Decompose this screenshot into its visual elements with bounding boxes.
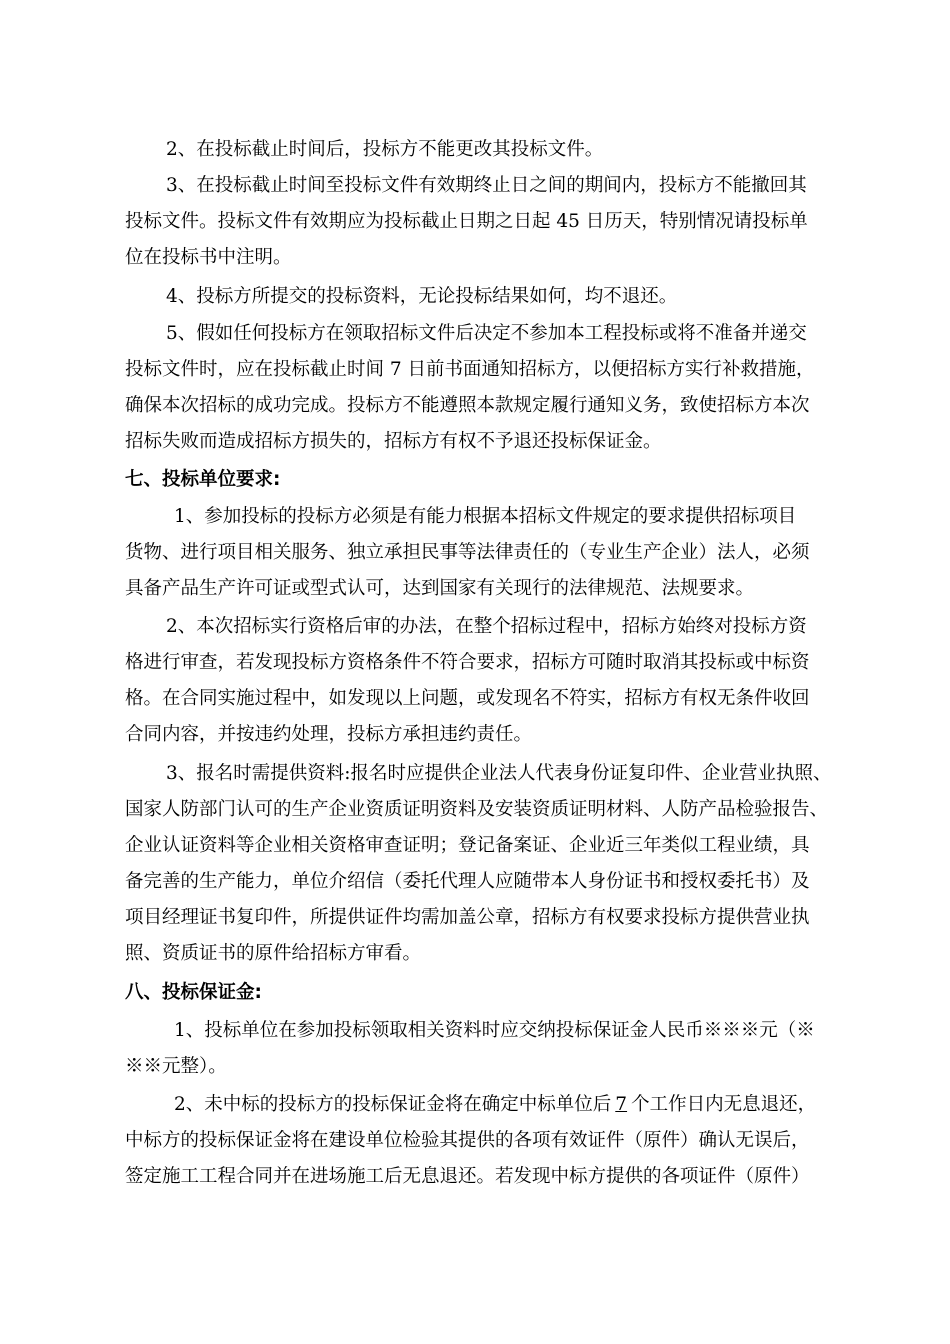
paragraph-line: ※※元整）。 bbox=[125, 1056, 227, 1077]
paragraph-line: 投标文件时，应在投标截止时间 7 日前书面通知招标方，以便招标方实行补救措施， bbox=[125, 359, 815, 380]
paragraph-line: 货物、进行项目相关服务、独立承担民事等法律责任的（专业生产企业）法人，必须 bbox=[125, 542, 810, 563]
paragraph-line: 项目经理证书复印件，所提供证件均需加盖公章，招标方有权要求投标方提供营业执 bbox=[125, 907, 810, 928]
paragraph-line: 招标失败而造成招标方损失的，招标方有权不予退还投标保证金。 bbox=[125, 431, 662, 452]
paragraph-line: 4、投标方所提交的投标资料，无论投标结果如何，均不退还。 bbox=[166, 286, 678, 307]
paragraph-line: 格进行审查，若发现投标方资格条件不符合要求，招标方可随时取消其投标或中标资 bbox=[125, 652, 810, 673]
text-segment: 个工作日内无息退还， bbox=[631, 1094, 817, 1115]
paragraph-line: 2、本次招标实行资格后审的办法，在整个招标过程中，招标方始终对投标方资 bbox=[166, 616, 807, 637]
section-heading: 八、投标保证金: bbox=[125, 982, 262, 1003]
paragraph-line: 5、假如任何投标方在领取招标文件后决定不参加本工程投标或将不准备并递交 bbox=[166, 323, 807, 344]
paragraph-line: 3、在投标截止时间至投标文件有效期终止日之间的期间内，投标方不能撤回其 bbox=[166, 175, 807, 196]
paragraph-line: 企业认证资料等企业相关资格审查证明；登记备案证、企业近三年类似工程业绩，具 bbox=[125, 835, 810, 856]
paragraph-line: 中标方的投标保证金将在建设单位检验其提供的各项有效证件（原件）确认无误后， bbox=[125, 1130, 810, 1151]
paragraph-line: 国家人防部门认可的生产企业资质证明资料及安装资质证明材料、人防产品检验报告、 bbox=[125, 799, 829, 820]
paragraph-line: 合同内容，并按违约处理，投标方承担违约责任。 bbox=[125, 724, 533, 745]
section-heading: 七、投标单位要求: bbox=[125, 469, 281, 490]
text-segment: 2、未中标的投标方的投标保证金将在确定中标单位后 bbox=[174, 1094, 612, 1115]
paragraph-line bbox=[174, 1087, 894, 1123]
paragraph-line: 签定施工工程合同并在进场施工后无息退还。若发现中标方提供的各项证件（原件） bbox=[125, 1166, 810, 1187]
paragraph-line: 投标文件。投标文件有效期应为投标截止日期之日起 45 日历天，特别情况请投标单 bbox=[125, 211, 808, 232]
paragraph-line: 位在投标书中注明。 bbox=[125, 247, 292, 268]
paragraph-line: 具备产品生产许可证或型式认可，达到国家有关现行的法律规范、法规要求。 bbox=[125, 578, 755, 599]
paragraph-line: 1、参加投标的投标方必须是有能力根据本招标文件规定的要求提供招标项目 bbox=[174, 506, 797, 527]
underlined-number: 7 bbox=[615, 1094, 628, 1115]
paragraph-line: 照、资质证书的原件给招标方审看。 bbox=[125, 943, 422, 964]
paragraph-line: 2、在投标截止时间后，投标方不能更改其投标文件。 bbox=[166, 139, 604, 160]
paragraph-line: 确保本次招标的成功完成。投标方不能遵照本款规定履行通知义务，致使招标方本次 bbox=[125, 395, 810, 416]
paragraph-line: 3、报名时需提供资料:报名时应提供企业法人代表身份证复印件、企业营业执照、 bbox=[166, 763, 832, 784]
paragraph-line: 1、投标单位在参加投标领取相关资料时应交纳投标保证金人民币※※※元（※ bbox=[174, 1020, 815, 1041]
paragraph-line: 格。在合同实施过程中，如发现以上问题，或发现名不符实，招标方有权无条件收回 bbox=[125, 688, 810, 709]
paragraph-line: 备完善的生产能力，单位介绍信（委托代理人应随带本人身份证书和授权委托书）及 bbox=[125, 871, 810, 892]
